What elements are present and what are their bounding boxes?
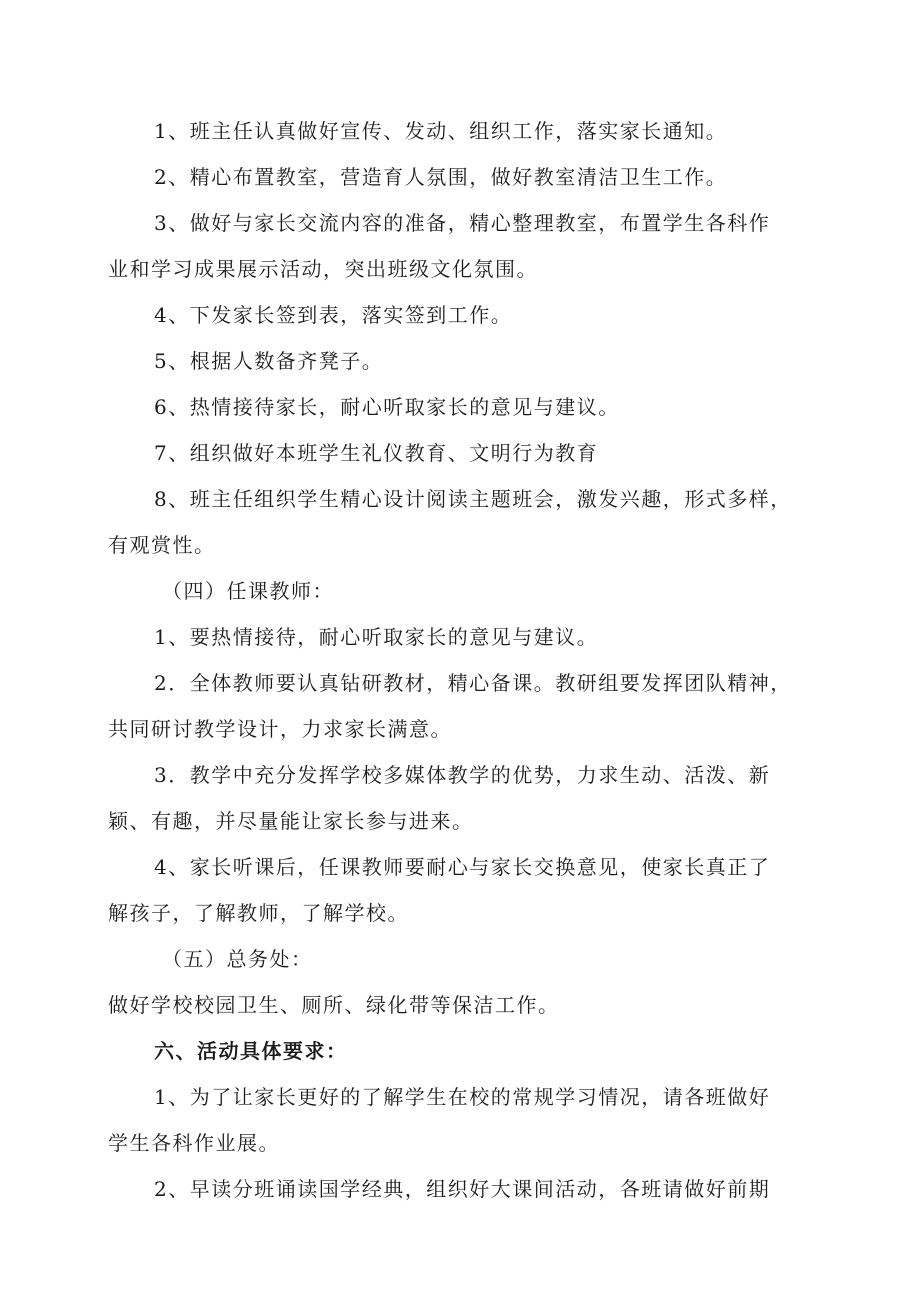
general-affairs-line: 做好学校校园卫生、厕所、绿化带等保洁工作。 xyxy=(108,993,560,1017)
item-1-line: 1、班主任认真做好宣传、发动、组织工作，落实家长通知。 xyxy=(154,119,728,143)
requirement-2-line: 2、早读分班诵读国学经典，组织好大课间活动，各班请做好前期 xyxy=(154,1177,771,1201)
item-3-continuation: 业和学习成果展示活动，突出班级文化氛围。 xyxy=(108,257,538,281)
item-8-continuation: 有观赏性。 xyxy=(108,533,216,557)
teachers-item-4-line: 4、家长听课后，任课教师要耐心与家长交换意见，使家长真正了 xyxy=(154,855,771,879)
section-six-heading: 六、活动具体要求： xyxy=(154,1039,348,1063)
item-6-line: 6、热情接待家长，耐心听取家长的意见与建议。 xyxy=(154,395,620,419)
requirement-1-line: 1、为了让家长更好的了解学生在校的常规学习情况，请各班做好 xyxy=(154,1085,771,1109)
item-2-line: 2、精心布置教室，营造育人氛围，做好教室清洁卫生工作。 xyxy=(154,165,728,189)
section-teachers-heading: （四）任课教师： xyxy=(162,579,334,603)
item-5-line: 5、根据人数备齐凳子。 xyxy=(154,349,384,373)
teachers-item-3-continuation: 颖、有趣，并尽量能让家长参与进来。 xyxy=(108,809,474,833)
item-4-line: 4、下发家长签到表，落实签到工作。 xyxy=(154,303,513,327)
requirement-1-continuation: 学生各科作业展。 xyxy=(108,1131,280,1155)
teachers-item-1-line: 1、要热情接待，耐心听取家长的意见与建议。 xyxy=(154,625,599,649)
teachers-item-3-line: 3．教学中充分发挥学校多媒体教学的优势，力求生动、活泼、新 xyxy=(154,763,771,787)
section-general-affairs-heading: （五）总务处： xyxy=(162,947,313,971)
teachers-item-2-continuation: 共同研讨教学设计，力求家长满意。 xyxy=(108,717,452,741)
teachers-item-4-continuation: 解孩子，了解教师，了解学校。 xyxy=(108,901,409,925)
item-3-line: 3、做好与家长交流内容的准备，精心整理教室，布置学生各科作 xyxy=(154,211,771,235)
teachers-item-2-line: 2．全体教师要认真钻研教材，精心备课。教研组要发挥团队精神， xyxy=(154,671,792,695)
item-7-line: 7、组织做好本班学生礼仪教育、文明行为教育 xyxy=(154,441,599,465)
item-8-line: 8、班主任组织学生精心设计阅读主题班会，激发兴趣，形式多样， xyxy=(154,487,792,511)
document-page xyxy=(108,108,820,1212)
